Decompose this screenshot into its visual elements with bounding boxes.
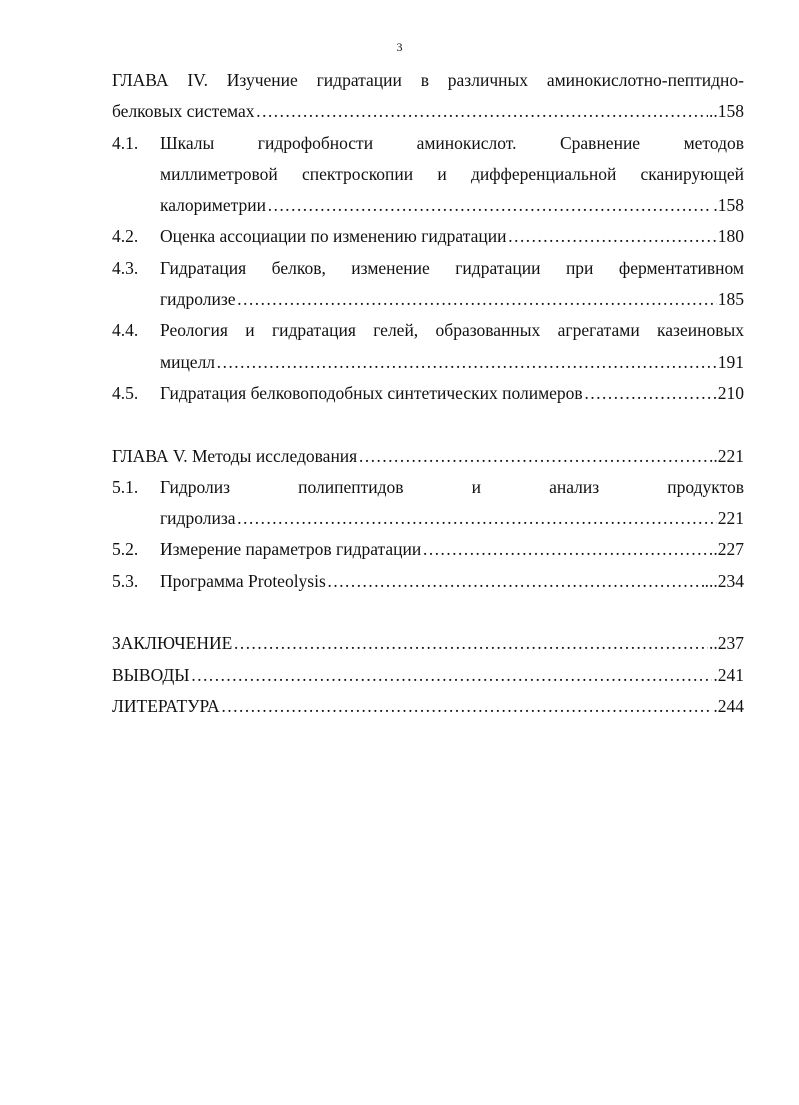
section-number: 4.5. [112, 382, 139, 403]
toc-entry-conclusion [112, 628, 744, 659]
section-number: 4.4. [112, 320, 139, 341]
chapter-4-title-line1: ГЛАВА IV. Изучение гидратации в различных аминокислотно-пептидно- [112, 70, 744, 90]
section-title-line3 [160, 190, 744, 221]
page-value: 158 [717, 101, 744, 122]
section-number: 5.1. [112, 476, 139, 497]
toc-entry-4-3 [112, 253, 744, 316]
toc-entry-5-3 [112, 566, 744, 597]
dot-leader [358, 441, 708, 472]
section-title-line1: Гидратация белков, изменение гидратации при ферментативном [160, 257, 744, 278]
section-title-line1: Реология и гидратация гелей, образованных агрегатами казеиновых [160, 320, 744, 341]
entry-title: ЛИТЕРАТУРА [112, 695, 220, 716]
section-number: 5.3. [112, 570, 139, 591]
section-title-text: Оценка ассоциации по изменению гидратации [160, 226, 507, 247]
section-title-text: Измерение параметров гидратации [160, 539, 422, 560]
section-page: .227 [713, 539, 744, 560]
table-of-contents [112, 65, 744, 722]
section-title-line1 [160, 378, 744, 409]
toc-entry-4-4 [112, 315, 744, 378]
section-page: 185 [717, 289, 744, 310]
dot-leader [507, 221, 716, 252]
chapter-5-page: ..221 [709, 445, 744, 466]
section-page: 191 [717, 351, 744, 372]
entry-page: ..237 [709, 633, 744, 654]
section-number: 4.2. [112, 226, 139, 247]
section-title-text: калориметрии [160, 195, 266, 216]
section-title-line2 [160, 284, 744, 315]
dot-leader [221, 691, 713, 722]
section-number: 4.1. [112, 132, 139, 153]
toc-entry-5-1 [112, 472, 744, 535]
entry-title: ЗАКЛЮЧЕНИЕ [112, 633, 233, 654]
section-page: .158 [713, 195, 744, 216]
page-prefix: .. [709, 101, 718, 122]
toc-entry-findings [112, 660, 744, 691]
section-title-line2: миллиметровой спектроскопии и дифференциальной сканирующей [160, 163, 744, 184]
toc-entry-4-1 [112, 128, 744, 222]
toc-entry-4-2 [112, 221, 744, 252]
dot-leader [584, 378, 717, 409]
dot-leader [191, 660, 713, 691]
dot-leader [327, 566, 704, 597]
section-page: 180 [717, 226, 744, 247]
dot-leader [237, 503, 717, 534]
entry-page: .244 [713, 695, 744, 716]
dot-leader [267, 190, 712, 221]
spacer [112, 597, 744, 628]
chapter-5-title [112, 441, 744, 472]
dot-leader [237, 284, 717, 315]
dot-leader [216, 347, 717, 378]
section-title-line1 [160, 221, 744, 252]
toc-entry-literature [112, 691, 744, 722]
section-title-line2 [160, 503, 744, 534]
section-title-line2 [160, 347, 744, 378]
section-page: 210 [717, 382, 744, 403]
section-title-line1: Гидролиз полипептидов и анализ продуктов [160, 476, 744, 497]
chapter-5-title-text: ГЛАВА V. Методы исследования [112, 445, 358, 466]
section-title-line1: Шкалы гидрофобности аминокислот. Сравнение методов [160, 132, 744, 153]
dot-leader [255, 96, 708, 127]
page-number: 3 [396, 40, 403, 54]
section-title-text: Гидратация белковоподобных синтетических полимеров [160, 382, 583, 403]
toc-entry-5-2 [112, 534, 744, 565]
section-title-text: гидролизе [160, 289, 236, 310]
spacer [112, 409, 744, 440]
section-title-text: Программа Proteolysis [160, 570, 326, 591]
section-number: 5.2. [112, 539, 139, 560]
entry-title: ВЫВОДЫ [112, 664, 190, 685]
dot-leader [233, 628, 708, 659]
section-title-text: мицелл [160, 351, 216, 372]
section-title-text: гидролиза [160, 508, 236, 529]
chapter-4-title-text: белковых системах [112, 101, 255, 122]
section-title-line1 [160, 534, 744, 565]
section-number: 4.3. [112, 257, 139, 278]
chapter-4-page [709, 96, 744, 127]
section-title-line1 [160, 566, 744, 597]
chapter-4-title-line2 [112, 96, 744, 127]
section-page: ...234 [704, 570, 744, 591]
dot-leader [422, 534, 712, 565]
toc-entry-4-5 [112, 378, 744, 409]
section-page: 221 [717, 508, 744, 529]
entry-page: .241 [713, 664, 744, 685]
